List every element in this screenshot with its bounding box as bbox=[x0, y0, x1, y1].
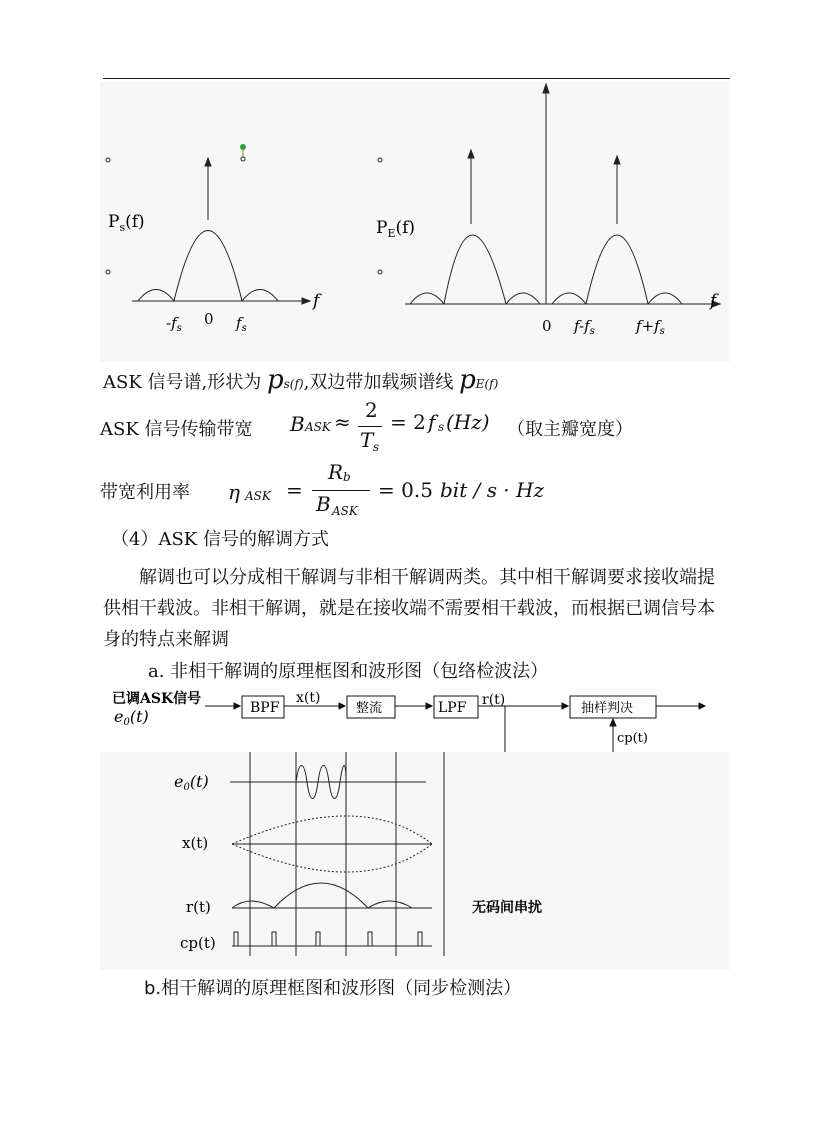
eff-eta-sub: ASK bbox=[245, 489, 271, 503]
right-tick-b: $f+f_s$ bbox=[636, 317, 665, 337]
bw-fraction-bar bbox=[358, 426, 382, 427]
bw-fs: f bbox=[428, 410, 436, 434]
bw-B: B bbox=[290, 412, 305, 436]
l1-pe: p bbox=[459, 365, 476, 395]
l1-ps-sub: s(f) bbox=[283, 377, 304, 391]
wave-label-cp: cp(t) bbox=[180, 934, 216, 952]
e0-label: e0(t) bbox=[174, 772, 209, 793]
right-tick-zero: 0 bbox=[542, 317, 552, 335]
block-sample: 抽样判决 bbox=[581, 701, 634, 716]
l1-mid: ,双边带加载频谱线 bbox=[303, 372, 454, 393]
heading-b: b.相干解调的原理框图和波形图（同步检测法） bbox=[144, 978, 522, 999]
left-axis-f: f bbox=[313, 291, 320, 311]
eff-num-sub: b bbox=[343, 470, 351, 484]
body-paragraph: 解调也可以分成相干解调与非相干解调两类。其中相干解调要求接收端提供相干载波。非相干解调，就是在接收端不需要相干载波，而根据已调信号本身的特点来解调 bbox=[103, 567, 715, 650]
bandwidth-note: （取主瓣宽度） bbox=[507, 419, 633, 440]
spectrum-figure bbox=[100, 82, 730, 362]
bw-fs-sub: s bbox=[438, 420, 445, 434]
eff-den-sub: ASK bbox=[332, 504, 358, 518]
bw-num: 2 bbox=[365, 398, 378, 422]
block-cpt: cp(t) bbox=[617, 731, 648, 746]
l1-prefix: ASK 信号谱,形状为 bbox=[103, 372, 262, 393]
left-tick-neg: $-f_s$ bbox=[166, 314, 182, 334]
block-rect: 整流 bbox=[356, 701, 383, 716]
efficiency-label: 带宽利用率 bbox=[100, 482, 190, 503]
eff-eq: = bbox=[286, 478, 303, 502]
waveform-diagram bbox=[100, 786, 730, 970]
bw-rhs: = 2 bbox=[390, 410, 426, 434]
bandwidth-formula bbox=[290, 398, 510, 458]
wave-label-r: r(t) bbox=[186, 898, 211, 916]
header-rule bbox=[103, 78, 730, 79]
bw-den-sub: s bbox=[373, 440, 380, 454]
eff-eta: η bbox=[228, 480, 240, 504]
section-heading: （4）ASK 信号的解调方式 bbox=[111, 529, 329, 550]
eff-fraction-bar bbox=[312, 490, 370, 491]
block-input-sym: e0(t) bbox=[114, 707, 149, 728]
block-lpf: LPF bbox=[438, 700, 467, 716]
l1-pe-sub: E(f) bbox=[475, 377, 499, 391]
left-tick-zero: 0 bbox=[204, 310, 214, 328]
block-xt: x(t) bbox=[296, 690, 321, 706]
bw-approx: ≈ bbox=[334, 410, 351, 434]
wave-note: 无码间串扰 bbox=[472, 900, 542, 916]
eff-den: B bbox=[316, 492, 331, 516]
right-axis-f: f bbox=[710, 291, 717, 311]
eff-unit: bit / s · Hz bbox=[440, 478, 545, 502]
block-input-label: 已调ASK信号 bbox=[112, 691, 202, 707]
l1-ps: p bbox=[266, 365, 284, 395]
heading-a: a. 非相干解调的原理框图和波形图（包络检波法） bbox=[148, 661, 549, 682]
bw-den: T bbox=[360, 428, 374, 452]
wave-label-x: x(t) bbox=[182, 834, 209, 852]
block-rt: r(t) bbox=[482, 692, 506, 708]
left-spectrum-label: $P_s(f)$ bbox=[108, 212, 145, 234]
bw-unit: (Hz) bbox=[446, 410, 490, 434]
right-tick-a: $f-f_s$ bbox=[574, 317, 595, 337]
bw-B-sub: ASK bbox=[305, 420, 331, 434]
right-spectrum-label: $P_E(f)$ bbox=[376, 218, 416, 240]
left-tick-pos: $f_s$ bbox=[236, 314, 247, 334]
block-bpf: BPF bbox=[250, 700, 280, 716]
eff-num: R bbox=[328, 460, 344, 484]
efficiency-formula bbox=[228, 458, 558, 522]
bandwidth-label: ASK 信号传输带宽 bbox=[100, 419, 253, 440]
spectrum-description bbox=[103, 365, 499, 396]
eff-rhs: = 0.5 bbox=[378, 478, 433, 502]
e0-wave-row bbox=[100, 752, 730, 808]
